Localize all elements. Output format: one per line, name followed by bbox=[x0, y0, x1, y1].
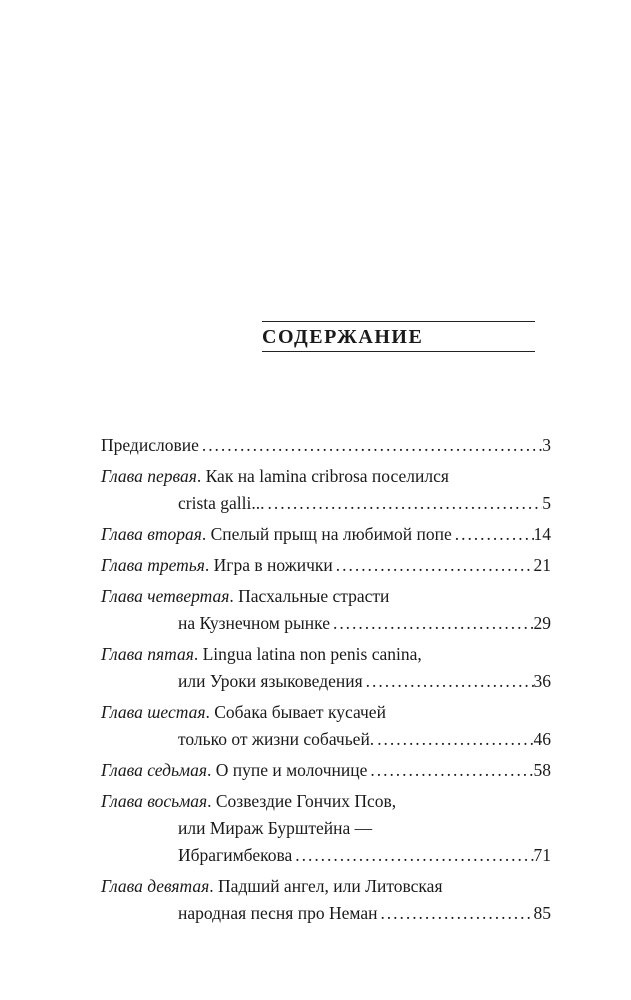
toc-entry-title: . Падший ангел, или Литовская bbox=[209, 876, 443, 896]
chapter-label: Глава первая bbox=[101, 466, 197, 486]
toc-page-number: 58 bbox=[533, 760, 551, 780]
toc-entry-chapter-5 bbox=[101, 641, 551, 695]
toc-page-number: 5 bbox=[542, 493, 551, 513]
chapter-label: Глава пятая bbox=[101, 644, 194, 664]
dot-leader bbox=[367, 757, 533, 784]
toc-entry-chapter-6 bbox=[101, 699, 551, 753]
table-of-contents bbox=[101, 432, 551, 927]
toc-line bbox=[101, 432, 551, 459]
toc-line bbox=[101, 815, 551, 842]
toc-entry-title: . Игра в ножички bbox=[204, 555, 333, 575]
toc-line bbox=[101, 521, 551, 548]
toc-entry-chapter-8 bbox=[101, 788, 551, 869]
dot-leader bbox=[363, 668, 534, 695]
toc-line bbox=[101, 610, 551, 637]
dot-leader bbox=[377, 900, 533, 927]
toc-entry-chapter-4 bbox=[101, 583, 551, 637]
heading-bottom-rule bbox=[262, 351, 535, 352]
toc-entry-preface bbox=[101, 432, 551, 459]
toc-entry-title: . О пупе и молочнице bbox=[206, 760, 368, 780]
chapter-label: Глава седьмая bbox=[101, 760, 207, 780]
toc-entry-title: . Созвездие Гончих Псов, bbox=[207, 791, 397, 811]
toc-page-number: 14 bbox=[533, 524, 551, 544]
dot-leader bbox=[292, 842, 533, 869]
dot-leader bbox=[452, 521, 534, 548]
dot-leader bbox=[265, 490, 543, 517]
toc-entry-title: Предисловие bbox=[101, 435, 199, 455]
toc-line bbox=[101, 552, 551, 579]
toc-line bbox=[101, 788, 551, 815]
toc-entry-title: . Как на lamina cribrosa поселился bbox=[196, 466, 449, 486]
toc-entry-chapter-7 bbox=[101, 757, 551, 784]
chapter-label: Глава шестая bbox=[101, 702, 206, 722]
toc-entry-title: . Lingua latina non penis canina, bbox=[193, 644, 422, 664]
dot-leader bbox=[330, 610, 534, 637]
chapter-label: Глава восьмая bbox=[101, 791, 208, 811]
toc-line bbox=[101, 842, 551, 869]
contents-heading: СОДЕРЖАНИЕ bbox=[262, 326, 424, 348]
toc-line bbox=[101, 641, 551, 668]
chapter-label: Глава девятая bbox=[101, 876, 210, 896]
toc-page-number: 46 bbox=[533, 729, 551, 749]
toc-line bbox=[101, 699, 551, 726]
chapter-label: Глава четвертая bbox=[101, 586, 230, 606]
contents-heading-block bbox=[262, 321, 535, 352]
toc-page-number: 71 bbox=[533, 845, 551, 865]
chapter-label: Глава третья bbox=[101, 555, 205, 575]
toc-line bbox=[101, 463, 551, 490]
toc-entry-chapter-1 bbox=[101, 463, 551, 517]
toc-entry-title-cont: crista galli... bbox=[178, 493, 265, 513]
toc-page-number: 36 bbox=[533, 671, 551, 691]
toc-page-number: 3 bbox=[542, 435, 551, 455]
toc-entry-chapter-9 bbox=[101, 873, 551, 927]
toc-entry-title: . Спелый прыщ на любимой попе bbox=[201, 524, 452, 544]
toc-page-number: 85 bbox=[533, 903, 551, 923]
toc-line bbox=[101, 668, 551, 695]
toc-entry-title-cont: или Уроки языковедения bbox=[178, 671, 363, 691]
toc-line bbox=[101, 900, 551, 927]
chapter-label: Глава вторая bbox=[101, 524, 202, 544]
toc-entry-chapter-2 bbox=[101, 521, 551, 548]
toc-line bbox=[101, 583, 551, 610]
toc-line bbox=[101, 757, 551, 784]
toc-entry-title-cont: Ибрагимбекова bbox=[178, 845, 293, 865]
toc-entry-title-cont: только от жизни собачьей. bbox=[178, 729, 375, 749]
toc-line bbox=[101, 873, 551, 900]
toc-entry-title-cont: народная песня про Неман bbox=[178, 903, 378, 923]
toc-entry-chapter-3 bbox=[101, 552, 551, 579]
toc-entry-title-cont: на Кузнечном рынке bbox=[178, 613, 330, 633]
toc-page-number: 21 bbox=[533, 555, 551, 575]
toc-page-number: 29 bbox=[533, 613, 551, 633]
toc-entry-title-cont: или Мираж Бурштейна — bbox=[178, 818, 373, 838]
dot-leader bbox=[199, 432, 542, 459]
toc-line bbox=[101, 490, 551, 517]
toc-line bbox=[101, 726, 551, 753]
toc-entry-title: . Пасхальные страсти bbox=[229, 586, 390, 606]
dot-leader bbox=[333, 552, 534, 579]
dot-leader bbox=[374, 726, 533, 753]
toc-entry-title: . Собака бывает кусачей bbox=[205, 702, 386, 722]
